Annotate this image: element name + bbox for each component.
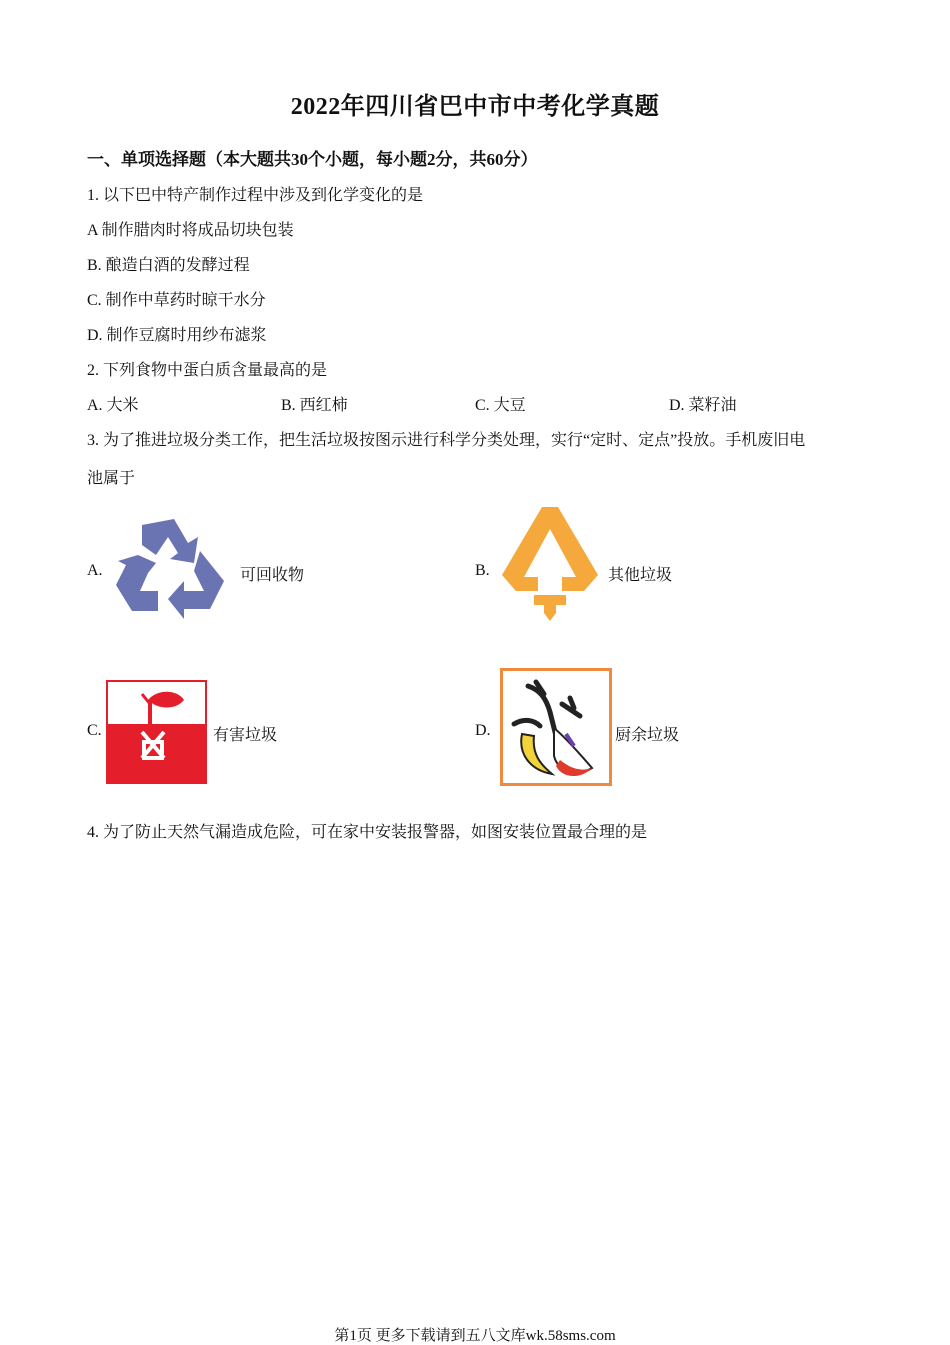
- question-2-option-a: A. 大米: [87, 397, 139, 414]
- question-3-stem-line-2: 池属于: [87, 470, 136, 487]
- question-2-option-b: B. 西红柿: [281, 397, 348, 414]
- question-3-option-b-letter: B.: [475, 562, 490, 579]
- question-3-option-a-caption: 可回收物: [240, 567, 305, 584]
- kitchen-waste-icon: [500, 668, 612, 786]
- page-footer: 第1页 更多下载请到五八文库wk.58sms.com: [334, 1328, 616, 1344]
- question-3-option-c-caption: 有害垃圾: [213, 727, 278, 744]
- question-1-stem: 1. 以下巴中特产制作过程中涉及到化学变化的是: [87, 187, 424, 204]
- question-1-option-b: B. 酿造白酒的发酵过程: [87, 257, 250, 274]
- question-3-option-b-caption: 其他垃圾: [608, 567, 673, 584]
- question-3-option-d-caption: 厨余垃圾: [615, 727, 680, 744]
- page-title: 2022年四川省巴中市中考化学真题: [290, 94, 660, 120]
- question-2-stem: 2. 下列食物中蛋白质含量最高的是: [87, 362, 328, 379]
- hazardous-waste-icon: [106, 680, 207, 784]
- question-3-option-d-letter: D.: [475, 722, 491, 739]
- question-1-option-d: D. 制作豆腐时用纱布滤浆: [87, 327, 267, 344]
- question-2-option-c: C. 大豆: [475, 397, 526, 414]
- question-1-option-a: A 制作腊肉时将成品切块包装: [87, 222, 294, 239]
- recycle-icon: [112, 515, 228, 623]
- question-3-option-a-letter: A.: [87, 562, 103, 579]
- question-1-option-c: C. 制作中草药时晾干水分: [87, 292, 266, 309]
- section-heading: 一、单项选择题（本大题共30个小题，每小题2分，共60分）: [87, 150, 538, 169]
- question-2-option-d: D. 菜籽油: [669, 397, 737, 414]
- other-waste-icon: [500, 505, 600, 625]
- question-3-option-c-letter: C.: [87, 722, 102, 739]
- question-3-stem-line-1: 3. 为了推进垃圾分类工作，把生活垃圾按图示进行科学分类处理，实行“定时、定点”投放。手机废旧电: [87, 432, 806, 449]
- question-4-stem: 4. 为了防止天然气漏造成危险，可在家中安装报警器，如图安装位置最合理的是: [87, 824, 648, 841]
